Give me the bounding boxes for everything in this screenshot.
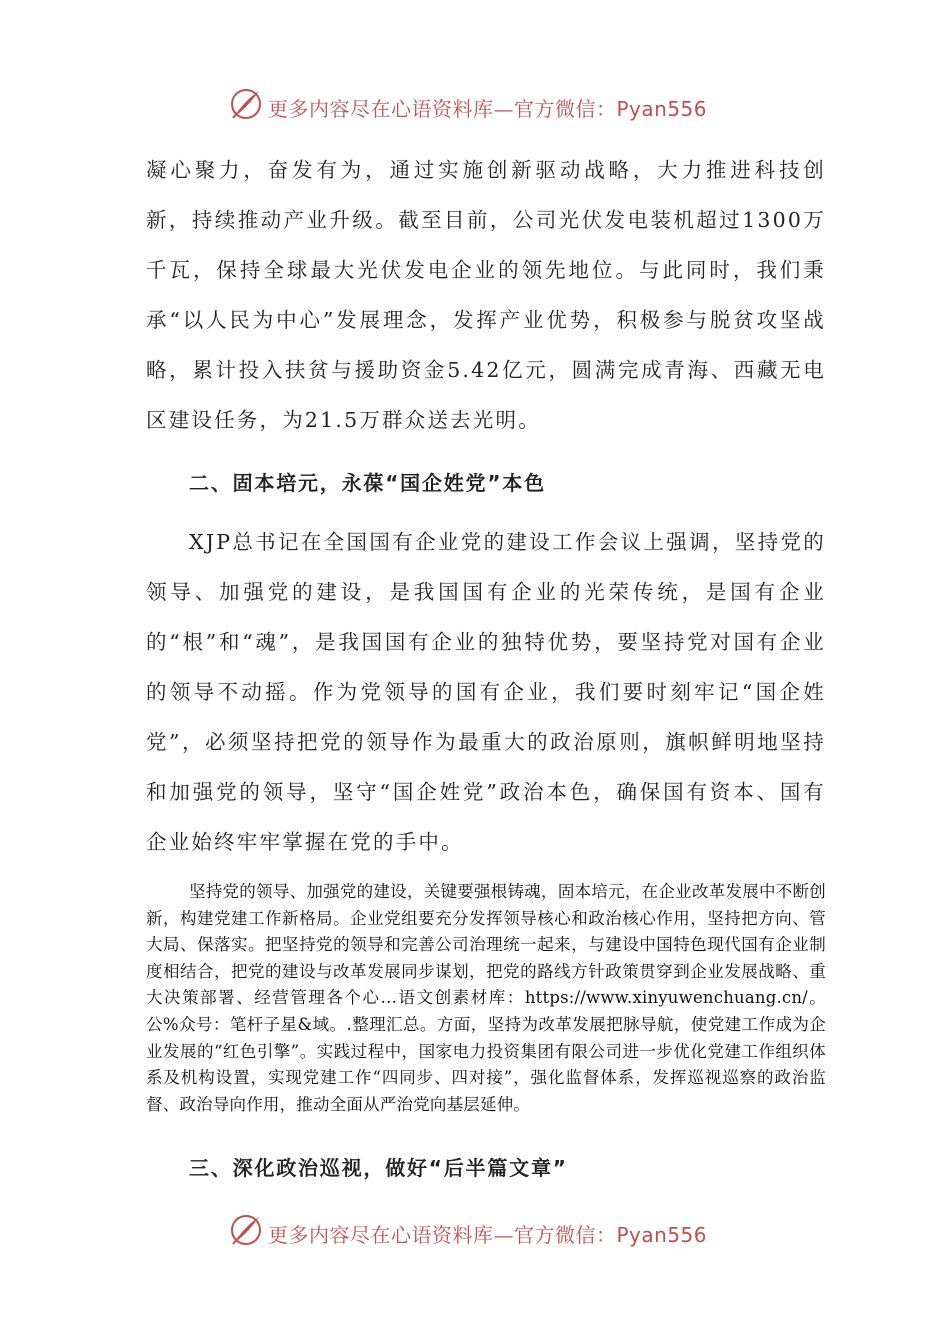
header-watermark xyxy=(0,85,950,125)
watermark-handle: Pyan556 xyxy=(616,1223,708,1247)
section-heading-3 xyxy=(146,1152,826,1181)
watermark-text: 更多内容尽在心语资料库—官方微信：Pyan556 xyxy=(268,97,708,121)
paragraph-3-text: 坚持党的领导、加强党的建设，关键要强根铸魂，固本培元，在企业改革发展中不断创新，构建党建工作新格局。企业党组要充分发挥领导核心和政治核心作用，坚持把方向、管大局、保落实。把坚持党的领导和完善公司治理统一起来，与建设中国特色现代国有企业制度相结合，把党的建设与改革发展同步谋划，把党的路线方针政策贯穿到企业发展战略、重大决策部署、经营管理各个心…语文创素材库：https://www.xinyuwenchuang.cn/。公%众号：笔杆子星&域。.整理汇总。方面，坚持为改革发展把脉导航，使党建工作成为企业发展的“红色引擎”。实践过程中，国家电力投资集团有限公司进一步优化党建工作组织体系及机构设置，实现党建工作“四同步、四对接”，强化监督体系，发挥巡视巡察的政治监督、政治导向作用，推动全面从严治党向基层延伸。 xyxy=(146,882,826,1114)
watermark-text: 更多内容尽在心语资料库—官方微信：Pyan556 xyxy=(268,1223,708,1247)
quill-pen-logo-icon xyxy=(229,1213,263,1247)
section-heading-2 xyxy=(146,467,826,496)
paragraph-1 xyxy=(146,145,826,445)
watermark-handle: Pyan556 xyxy=(616,97,708,121)
section-heading-3-text: 三、深化政治巡视，做好“后半篇文章” xyxy=(189,1156,568,1180)
paragraph-2-text: XJP总书记在全国国有企业党的建设工作会议上强调，坚持党的领导、加强党的建设，是我国国有企业的光荣传统，是国有企业的“根”和“魂”，是我国国有企业的独特优势，要坚持党对国有企业的领导不动摇。作为党领导的国有企业，我们要时刻牢记“国企姓党”，必须坚持把党的领导作为最重大的政治原则，旗帜鲜明地坚持和加强党的领导，坚守“国企姓党”政治本色，确保国有资本、国有企业始终牢牢掌握在党的手中。 xyxy=(146,530,826,854)
section-heading-2-text: 二、固本培元，永葆“国企姓党”本色 xyxy=(189,471,546,495)
paragraph-2 xyxy=(146,517,826,867)
quill-pen-logo-icon xyxy=(229,87,263,121)
footer-watermark xyxy=(0,1211,950,1251)
paragraph-1-text: 凝心聚力，奋发有为，通过实施创新驱动战略，大力推进科技创新，持续推动产业升级。截至目前，公司光伏发电装机超过1300万千瓦，保持全球最大光伏发电企业的领先地位。与此同时，我们秉承“以人民为中心”发展理念，发挥产业优势，积极参与脱贫攻坚战略，累计投入扶贫与援助资金5.42亿元，圆满完成青海、西藏无电区建设任务，为21.5万群众送去光明。 xyxy=(146,158,826,432)
paragraph-3 xyxy=(146,879,826,1118)
